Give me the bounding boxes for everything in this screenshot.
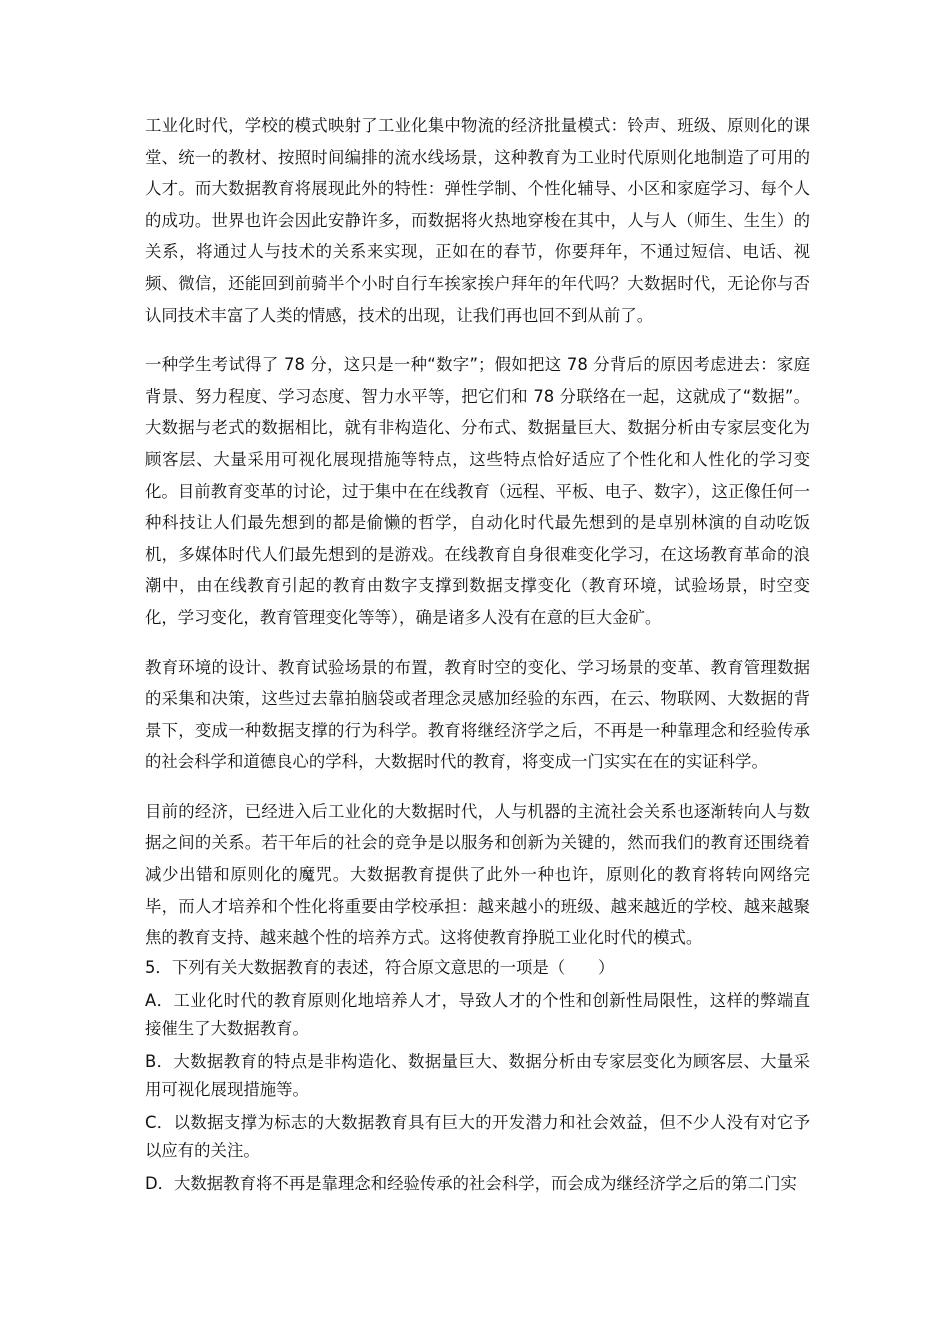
option-b: B．大数据教育的特点是非构造化、数据量巨大、数据分析由专家层变化为顾客层、大量采用可视化展现措施等。 <box>145 1051 810 1099</box>
document-page <box>145 110 810 1198</box>
passage-paragraph-1: 工业化时代，学校的模式映射了工业化集中物流的经济批量模式：铃声、班级、原则化的课堂、统一的教材、按照时间编排的流水线场景，这种教育为工业时代原则化地制造了可用的人才。而大数据教育将展现此外的特性：弹性学制、个性化辅导、小区和家庭学习、每个人的成功。世界也许会因此安静许多，而数据将火热地穿梭在其中，人与人（师生、生生）的关系，将通过人与技术的关系来实现，正如在的春节，你要拜年，不通过短信、电话、视频、微信，还能回到前骑半个小时自行车挨家挨户拜年的年代吗？大数据时代，无论你与否认同技术丰富了人类的情感，技术的出现，让我们再也回不到从前了。 <box>145 116 810 325</box>
option-a: A．工业化时代的教育原则化地培养人才，导致人才的个性和创新性局限性，这样的弊端直接催生了大数据教育。 <box>145 990 810 1038</box>
question-stem: 5．下列有关大数据教育的表述，符合原文意思的一项是（ ） <box>145 957 615 977</box>
question-block <box>145 954 810 1198</box>
option-c: C．以数据支撑为标志的大数据教育具有巨大的开发潜力和社会效益，但不少人没有对它予以应有的关注。 <box>145 1112 810 1160</box>
passage-paragraph-2: 一种学生考试得了 78 分，这只是一种“数字”；假如把这 78 分背后的原因考虑进去：家庭背景、努力程度、学习态度、智力水平等，把它们和 78 分联络在一起，这就成了“数据”。大数据与老式的数据相比，就有非构造化、分布式、数据量巨大、数据分析由专家层变化为顾客层、大量采用可视化展现措施等特点，这些特点恰好适应了个性化和人性化的学习变化。目前教育变革的讨论，过于集中在在线教育（远程、平板、电子、数字），这正像任何一种科技让人们最先想到的都是偷懒的哲学，自动化时代最先想到的是卓别林演的自动吃饭机，多媒体时代人们最先想到的是游戏。在线教育自身很难变化学习，在这场教育革命的浪潮中，由在线教育引起的教育由数字支撑到数据支撑变化（教育环境，试验场景，时空变化，学习变化，教育管理变化等等），确是诸多人没有在意的巨大金矿。 <box>145 355 810 627</box>
passage-paragraph-4: 目前的经济，已经进入后工业化的大数据时代，人与机器的主流社会关系也逐渐转向人与数据之间的关系。若干年后的社会的竞争是以服务和创新为关键的，然而我们的教育还围绕着减少出错和原则化的魔咒。大数据教育提供了此外一种也许，原则化的教育将转向网络完毕，而人才培养和个性化将重要由学校承担：越来越小的班级、越来越近的学校、越来越聚焦的教育支持、越来越个性的培养方式。这将使教育挣脱工业化时代的模式。 <box>145 801 810 948</box>
option-d: D．大数据教育将不再是靠理念和经验传承的社会科学，而会成为继经济学之后的第二门实 <box>145 1173 797 1193</box>
passage-paragraph-3: 教育环境的设计、教育试验场景的布置，教育时空的变化、学习场景的变革、教育管理数据的采集和决策，这些过去靠拍脑袋或者理念灵感加经验的东西，在云、物联网、大数据的背景下，变成一种数据支撑的行为科学。教育将继经济学之后，不再是一种靠理念和经验传承的社会科学和道德良心的学科，大数据时代的教育，将变成一门实实在在的实证科学。 <box>145 657 810 772</box>
